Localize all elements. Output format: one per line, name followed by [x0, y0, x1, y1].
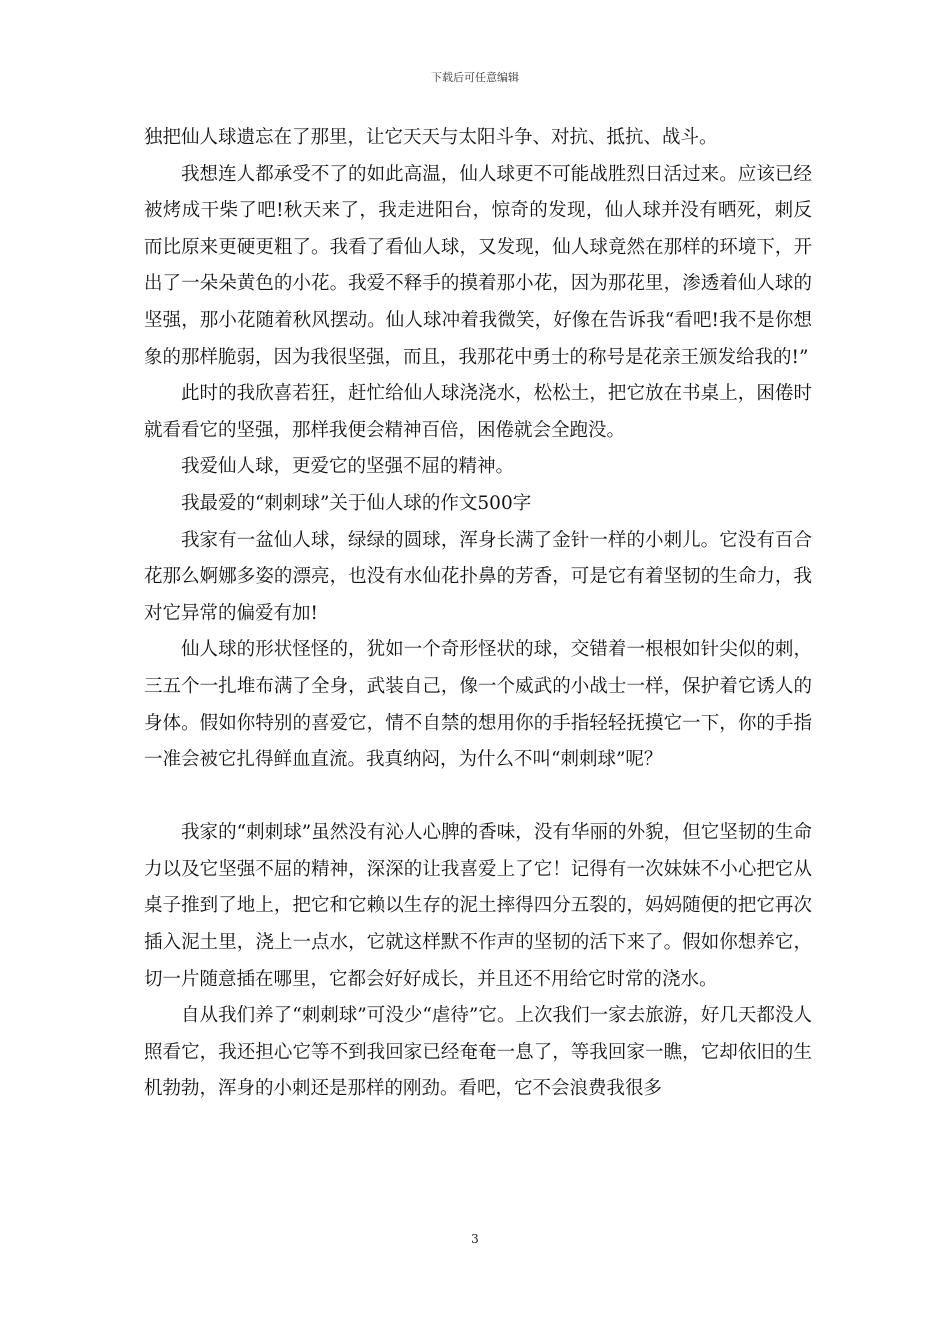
paragraph-4: 我爱仙人球，更爱它的坚强不屈的精神。	[181, 456, 515, 478]
blank-line	[144, 779, 812, 816]
page-number: 3	[471, 1232, 479, 1246]
essay-title: 我最爱的“刺刺球”关于仙人球的作文500字	[181, 492, 532, 514]
paragraph-1: 独把仙人球遗忘在了那里，让它天天与太阳斗争、对抗、抵抗、战斗。	[144, 127, 718, 148]
paragraph-7: 我家的“刺刺球”虽然没有沁人心脾的香味，没有华丽的外貌，但它坚韧的生命力以及它坚强不屈的精神，深深的让我喜爱上了它！记得有一次妹妹不小心把它从桌子推到了地上，把它和它赖以生存的泥土摔得四分五裂的，妈妈随便的把它再次插入泥土里，浇上一点水，它就这样默不作声的坚韧的活下来了。假如你想养它，切一片随意插在哪里，它都会好好成长，并且还不用给它时常的浇水。	[144, 822, 812, 990]
page-header: 下载后可任意编辑	[431, 71, 519, 84]
document-body	[144, 120, 812, 1108]
paragraph-5: 我家有一盆仙人球，绿绿的圆球，浑身长满了金针一样的小刺儿。它没有百合花那么婀娜多姿的漂亮，也没有水仙花扑鼻的芳香，可是它有着坚韧的生命力，我对它异常的偏爱有加!	[144, 529, 812, 624]
paragraph-3: 此时的我欣喜若狂，赶忙给仙人球浇浇水，松松土，把它放在书桌上，困倦时就看看它的坚强，那样我便会精神百倍，困倦就会全跑没。	[144, 383, 812, 441]
paragraph-8: 自从我们养了“刺刺球”可没少“虐待”它。上次我们一家去旅游，好几天都没人照看它，我还担心它等不到我回家已经奄奄一息了，等我回家一瞧，它却依旧的生机勃勃，浑身的小刺还是那样的刚劲。看吧，它不会浪费我很多	[144, 1005, 812, 1100]
paragraph-2: 我想连人都承受不了的如此高温，仙人球更不可能战胜烈日活过来。应该已经被烤成干柴了吧!秋天来了，我走进阳台，惊奇的发现，仙人球并没有晒死，刺反而比原来更硬更粗了。我看了看仙人球，又发现，仙人球竟然在那样的环境下，开出了一朵朵黄色的小花。我爱不释手的摸着那小花，因为那花里，渗透着仙人球的坚强，那小花随着秋风摆动。仙人球冲着我微笑，好像在告诉我“看吧!我不是你想象的那样脆弱，因为我很坚强，而且，我那花中勇士的称号是花亲王颁发给我的!”	[144, 163, 812, 368]
paragraph-6: 仙人球的形状怪怪的，犹如一个奇形怪状的球，交错着一根根如针尖似的刺，三五个一扎堆布满了全身，武装自己，像一个威武的小战士一样，保护着它诱人的身体。假如你特别的喜爱它，情不自禁的想用你的手指轻轻抚摸它一下，你的手指一准会被它扎得鲜血直流。我真纳闷，为什么不叫“刺刺球”呢？	[144, 639, 812, 771]
